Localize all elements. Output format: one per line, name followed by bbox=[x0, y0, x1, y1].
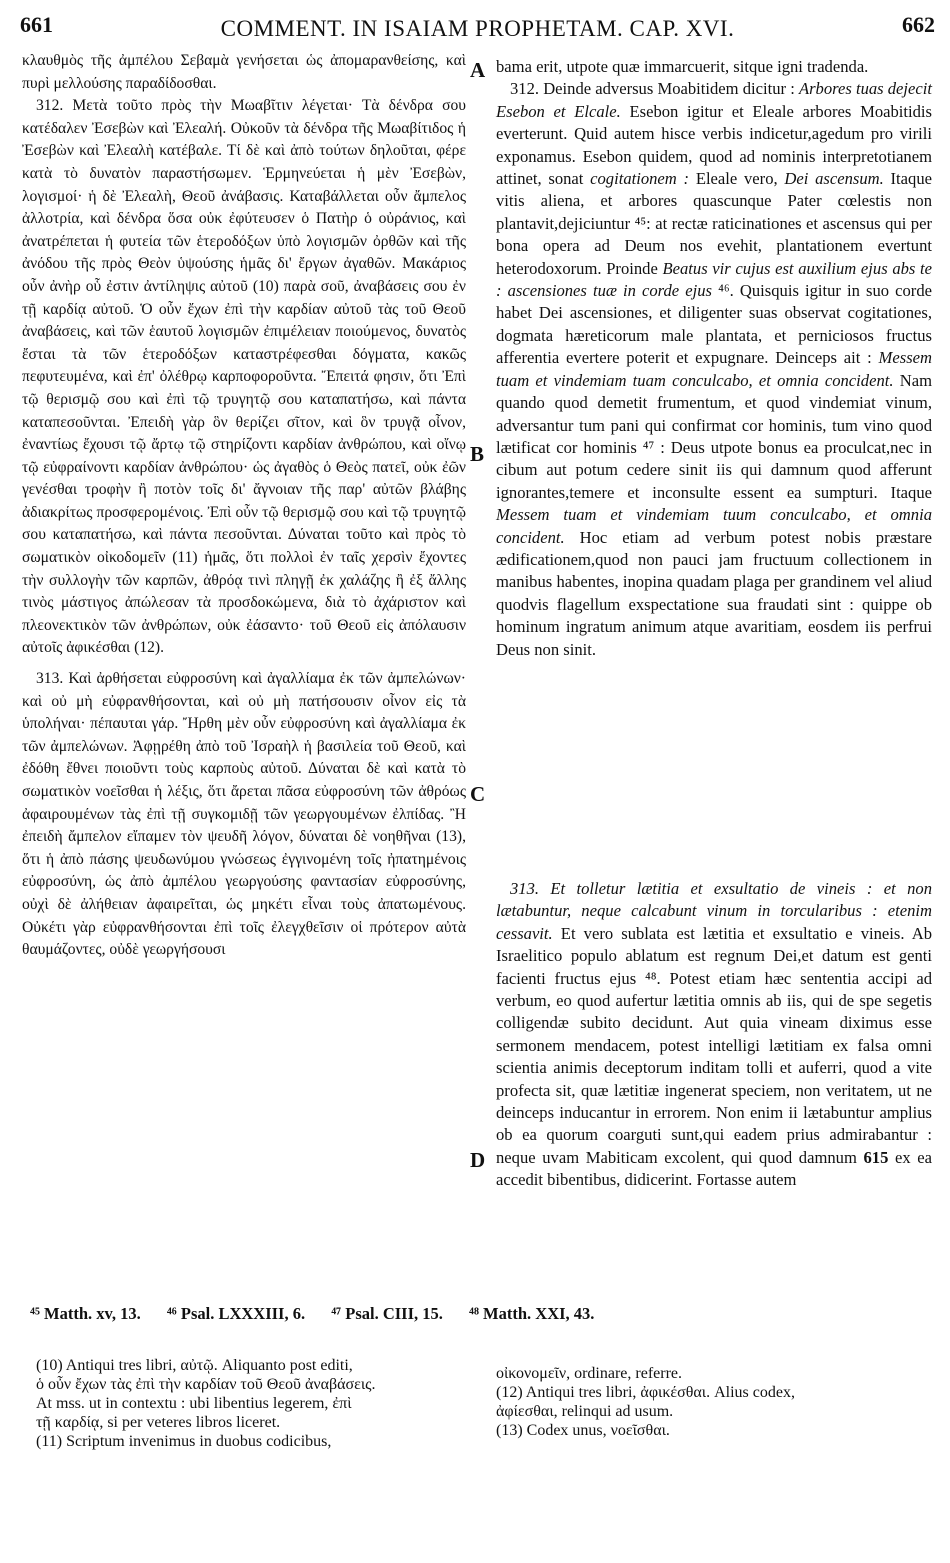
latin-312-number: 312. Deinde adversus Moabitidem dicitur : bbox=[510, 79, 799, 99]
greek-paragraph-continuation: κλαυθμὸς τῆς ἀμπέλου Σεβαμὰ γενήσεται ὡς ἀπομαρανθείσης, καὶ πυρὶ μελλούσης παραδίδοσθαι. bbox=[22, 52, 466, 92]
footnote-line: (11) Scriptum invenimus in duobus codicibus, bbox=[36, 1433, 332, 1450]
footnote-line: (10) Antiqui tres libri, αὐτῷ. Aliquanto post editi, bbox=[36, 1357, 353, 1374]
latin-312-quote-3: Dei ascensum. bbox=[784, 169, 884, 189]
margin-marker-a: A bbox=[470, 58, 486, 82]
latin-paragraph-313 bbox=[496, 878, 932, 1192]
scripture-reference: ⁴⁸ Matth. XXI, 43. bbox=[469, 1304, 595, 1323]
latin-312-quote-2: cogitationem : bbox=[590, 169, 696, 189]
footnotes-left bbox=[36, 1356, 460, 1451]
latin-paragraph-continuation: bama erit, utpote quæ immarcuerit, sitque igni tradenda. bbox=[496, 57, 869, 76]
footnote-line: At mss. ut in contextu : ubi libentius legerem, ἐπὶ bbox=[36, 1395, 352, 1412]
footnote-line: (13) Codex unus, νοεῖσθαι. bbox=[496, 1422, 670, 1439]
greek-paragraph-313: 313. Καὶ ἀρθήσεται εὐφροσύνη καὶ ἀγαλλίαμα ἐκ τῶν ἀμπελώνων· καὶ οὐ μὴ εὐφρανθήσονται, καὶ οὐ μὴ πατήσουσιν οἶνον εἰς τὰ ὑπολήναι· πέπαυται γάρ. Ἤρθη μὲν οὖν εὐφροσύνη καὶ ἀγαλλίαμα ἐκ τῶν ἀμπελώνων. Ἀφῃρέθη ἀπὸ τοῦ Ἰσραὴλ ἡ βασιλεία τοῦ Θεοῦ, καὶ ἐδόθη ἔθνει ποιοῦντι τοὺς καρποὺς αὐτοῦ. Δύναται δὲ καὶ κατὰ τὸ σωματικὸν νοεῖσθαι ἡ λέξις, ὅτι ἄρεται πᾶσα εὐφροσύνη τῶν ἀθρόως ἀφαιρουμένων τὰς ἐπὶ τῇ συγκομιδῇ τῶν γεωργουμένων ἐλπίδας. Ἢ ἐπειδὴ ἄμπελον εἴπαμεν τὸν ψευδῆ λόγον, δύναται δὲ νοηθῆναι (13), ὅτι ἡ ἀπὸ πάσης ψευδωνύμου γνώσεως ἐγγινομένη τοῖς ἠπατημένοις εὐφροσύνη, ὡς ἀπὸ ἀμπέλου γεωργούσης φαντασίαν εὐφροσύνης, οὐχὶ δὲ ἀλήθειαν ἀφαιρεῖται, ὡς μηκέτι εἶναι τοὺς ἀπατωμένους. Οὐκέτι γὰρ εὐφρανθήσονται ἐπὶ τοῖς ἐλεγχθεῖσιν οἱ πρότερον αὐτὰ θαυμάζοντες, οὐδὲ γεωργήσουσι bbox=[22, 670, 466, 959]
margin-marker-c: C bbox=[470, 782, 486, 806]
scripture-reference: ⁴⁷ Psal. CIII, 15. bbox=[331, 1304, 443, 1323]
latin-312-text-e: Nam quando quod demetit frumentum, et quod vindemiat vinum, adversantur tum pani qui confirmat cor hominis, tum vino quod lætificat cor hominis ⁴⁷ : Deus utpote bonus ea proculcat,nec in cibum aut potum cedere sinit iis qui damnum quod afferunt ignorantes,temere et inconsulte essent ea sumpturi. Itaque bbox=[496, 370, 932, 502]
latin-312-text-b: Eleale vero, bbox=[695, 169, 785, 189]
latin-paragraph-312 bbox=[496, 78, 932, 661]
footnote-line: τῇ καρδίᾳ, si per veteres libros liceret. bbox=[36, 1414, 281, 1431]
latin-313-quote: 313. Et tolletur lætitia et exsultatio de vineis : et non lætabuntur, neque calcabunt vinum in torcularibus : etenim cessavit. bbox=[496, 879, 932, 943]
scripture-references bbox=[30, 1304, 935, 1324]
footnote-line: (12) Antiqui tres libri, ἀφικέσθαι. Alius codex, bbox=[496, 1384, 795, 1401]
margin-marker-b: B bbox=[470, 442, 485, 466]
column-number: 615 bbox=[863, 1147, 889, 1167]
page-number-left: 661 bbox=[20, 12, 53, 37]
footnote-line: ἀφίεσθαι, relinqui ad usum. bbox=[496, 1403, 674, 1420]
footnotes-right bbox=[496, 1364, 926, 1440]
margin-marker-d: D bbox=[470, 1148, 486, 1172]
footnote-line: ὁ οὖν ἔχων τὰς ἐπὶ τὴν καρδίαν τοῦ Θεοῦ ἀναβάσεις. bbox=[36, 1376, 376, 1393]
latin-312-text-d: ⁴⁶. Quisquis igitur in suo corde habet Dei ascensiones, et diligenter suas observat cogitationes, dogmata hæreticorum male plantata, et perniciosos fructus afferentia evertere poterit et expugnare. Deinceps ait : bbox=[496, 281, 932, 368]
latin-312-quote-4: Beatus vir cujus est auxilium ejus abs te : ascensiones tuæ in corde ejus bbox=[496, 258, 933, 301]
scripture-reference: ⁴⁶ Psal. LXXXIII, 6. bbox=[166, 1304, 306, 1323]
latin-312-quote-6: Messem tuam et vindemiam tuum conculcabo, et omnia concident. bbox=[496, 505, 932, 547]
scripture-reference: ⁴⁵ Matth. xv, 13. bbox=[30, 1304, 141, 1323]
greek-paragraph-312: 312. Μετὰ τοῦτο πρὸς τὴν Μωαβῖτιν λέγεται· Τὰ δένδρα σου κατέδαλεν Ἐσεβὼν καὶ Ἐλεαλή. Οὐκοῦν τὰ δένδρα τῆς Μωαβίτιδος ἡ Ἐσεβὼν καὶ Ἐλεαλὴ κατέβαλε. Τί δὲ καὶ ἀπὸ τούτων δηλοῦται, φέρε κατὰ τὸ δυνατὸν παραστήσωμεν. Ἑρμηνεύεται ἡ μὲν Ἐσεβὼν, λογισμοί· ἡ δὲ Ἐλεαλὴ, Θεοῦ ἀνάβασις. Καταβάλλεται οὖν ἄμπελος ἀλλοτρία, καὶ δένδρα ὅσα οὐκ ἐφύτευσεν ὁ Πατὴρ ὁ οὐράνιος, καὶ ἀνατρέπεται ἡ φυτεία τῶν ἑτεροδόξων ὑπὸ λογισμῶν ὀρθῶν καὶ τῆς ἀνόδου τῆς πρὸς Θεὸν ὑψούσης ἡμᾶς δι' ἔργων ἀγαθῶν. Μακάριος οὖν ἀνὴρ οὗ ἐστιν ἀντίληψις αὐτοῦ (10) παρὰ σοῦ, ἀναβάσεις σου ἐν τῇ καρδίᾳ αὐτοῦ. Ὁ οὖν ἔχων ἐπὶ τὴν καρδίαν αὐτοῦ τὰς τοῦ Θεοῦ ἀναβάσεις, καὶ τῶν ἑαυτοῦ λογισμῶν ἐπιμέλειαν ποιούμενος, δυνατὸς ἔσται τὰ τῶν ἑτεροδόξων καταστρέφεσθαι δόγματα, κακῶς πεφυτευμένα, καὶ ἐπ' ὀλέθρῳ καρποφοροῦντα. Ἔπειτά φησιν, ὅτι Ἐπὶ τῷ θερισμῷ σου καὶ ἐπὶ τῷ τρυγητῷ σου καταπατήσω, καὶ πάντα καταπεσοῦνται. Ἐπειδὴ γὰρ ὃν θερίζει σῖτον, καὶ ὃν τρυγᾷ οἶνον, ἐναντίως ἔχουσι τῷ ἄρτῳ τῷ στηρίζοντι καρδίαν ἀνθρώπου, καὶ οἴνῳ τῷ εὐφραίνοντι καρδίαν ἀνθρώπου· ὡς ἀγαθὸς ὁ Θεὸς πατεῖ, οὐκ ἐῶν γενέσθαι τροφὴν ἢ ποτὸν τοῖς δι' ἄγνοιαν τῆς παρ' αὐτῶν βλάβης ἀδιακρίτως προσφερομένοις. Ἐπὶ οὖν τῷ θερισμῷ σου καὶ τῷ τρυγητῷ σου καταπατήσω, καὶ πάντα πεσοῦνται. Δύναται τοῦτο καὶ πρὸς τὸ σωματικὸν οἰκοδομεῖν (11) ἡμᾶς, ὅτι πολλοὶ ἐν ταῖς χερσὶν ἔχοντες τὴν συλλογὴν τῶν καρπῶν, ἀθρόᾳ τινὶ πληγῇ ἐκ χαλάζης ἢ ἐξ ἄλλης τινὸς μάστιγος ἀπώλεσαν τὰ προσδοκώμενα, διὰ τὸ ἀχάριστον καὶ πλεονεκτικὸν τῶν ἀνθρώπων, οὐκ ἐάσαντο· τοῦ Θεοῦ εἰς ἀπόλαυσιν αὐτοῖς ἀφικέσθαι (12). bbox=[22, 97, 466, 657]
latin-column bbox=[496, 56, 933, 1190]
footnote-line: οἰκονομεῖν, ordinare, referre. bbox=[496, 1365, 683, 1382]
latin-313-text-b: ex ea accedit bibentibus, didicerint. Fortasse autem bbox=[496, 1147, 932, 1190]
latin-312-text-a: Esebon igitur et Eleale arbores Moabitidis everterunt. Quid autem hisce verbis indicetur,agedum pro virili exponamus. Esebon quidem, quod ad nominis interpretotianem attinet, sonat bbox=[496, 101, 932, 189]
latin-312-text-c: Itaque vitis aliena, et arbores quascunque Pater cœlestis non plantavit,dejiciuntur ⁴⁵: at rectæ raticinationes et ascensus qui per bona opera ad Deum nos evehit, plantationem evertunt heterodoxorum. Proinde bbox=[496, 169, 932, 278]
latin-312-text-f: Hoc etiam ad verbum potest nobis præstare ædificationem,quod non pauci jam fructuum collectionem in manibus habentes, inopina quadam plaga per grandinem vel aliud quodvis flagellum exspectatione sua fraudati sint : quippe ob hominum ingratum animum atque avaritiam, eosdem iis perfrui Deus non sinit. bbox=[496, 527, 932, 659]
greek-column bbox=[22, 50, 466, 962]
page-number-right: 662 bbox=[902, 12, 935, 37]
running-title: COMMENT. IN ISAIAM PROPHETAM. CAP. XVI. bbox=[220, 16, 735, 41]
page-header bbox=[20, 12, 935, 42]
latin-313-text-a: Et vero sublata est lætitia et exsultatio e vineis. Ab Israelitico populo ablatum est regnum Dei,et datum est genti facienti fructus ejus ⁴⁸. Potest etiam hæc sententia accipi ad verbum, eo quod aufertur lætitia omnis ab iis, qui de spe segetis colligendæ subito decidunt. Aut quia vineam diximus esse sermonem mendacem, potest intelligi lætitiam ex falsa omni scientia animis deceptorum inditam tolli et auferri, quod a vite profecta sit, quæ lætitiæ ingenerat speciem, non veritatem, ut ne deinceps inducantur in errorem. Non enim ii lætabuntur amplius ob ea quorum coarguti sunt,qui eadem prius admirabantur : neque uvam Mabiticam excolent, qui quod damnum bbox=[496, 923, 932, 1167]
latin-312-quote-1: Arbores tuas dejecit Esebon et Elcale. bbox=[496, 79, 932, 121]
latin-312-quote-5: Messem tuam et vindemiam tuam conculcabo, et omnia concident. bbox=[496, 348, 932, 390]
